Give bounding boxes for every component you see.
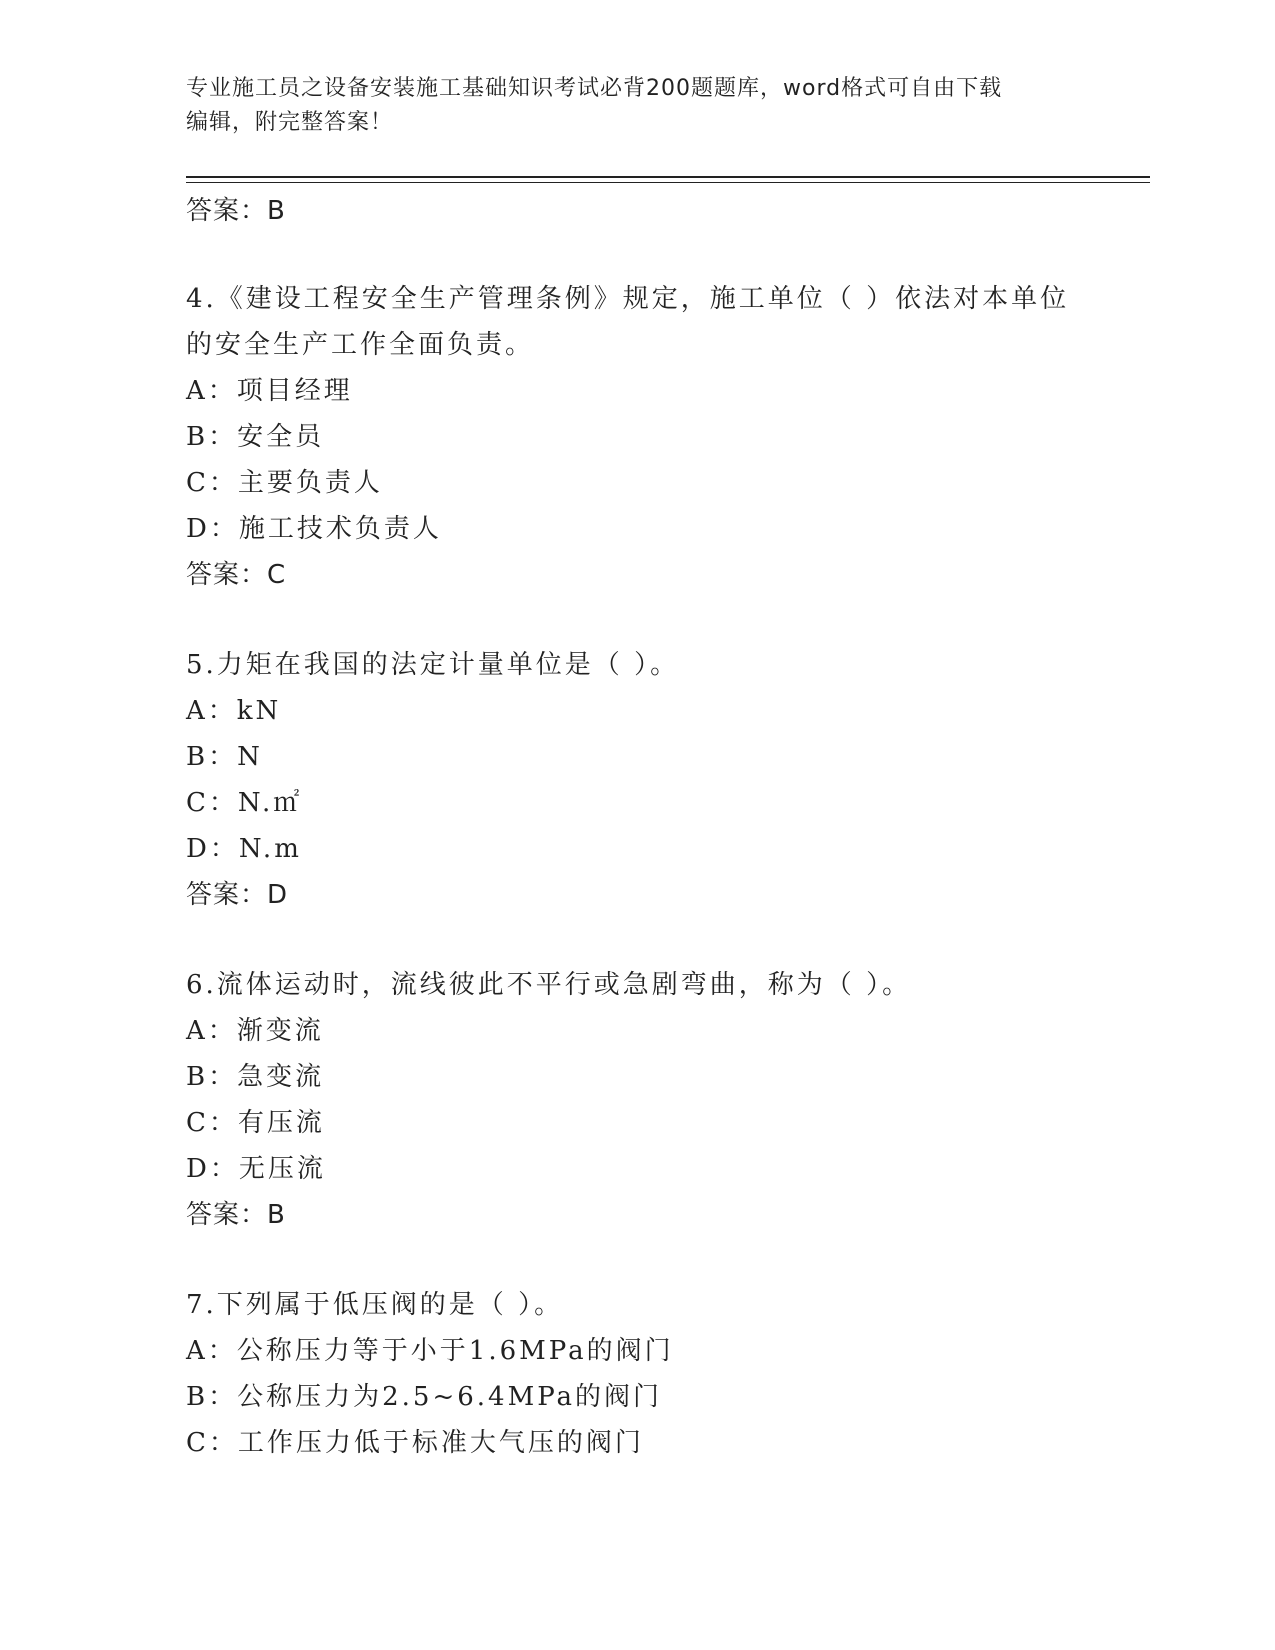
header-title-line-2: 编辑，附完整答案！ (186, 110, 394, 135)
page-header (186, 72, 1086, 140)
answer-q3: 答案：B (186, 196, 286, 226)
question-stem: 7.下列属于低压阀的是（ ）。 (186, 1290, 564, 1320)
question-stem: 5.力矩在我国的法定计量单位是（ ）。 (186, 650, 680, 680)
question-5 (186, 642, 1086, 918)
header-divider-thick (186, 176, 1150, 178)
question-list (186, 188, 1086, 1466)
option-b: B：公称压力为2.5~6.4MPa的阀门 (186, 1382, 663, 1412)
option-a: A：公称压力等于小于1.6MPa的阀门 (186, 1336, 674, 1366)
answer-q6: 答案：B (186, 1200, 286, 1230)
header-title-line-1: 专业施工员之设备安装施工基础知识考试必背200题题库，word格式可自由下载 (186, 76, 1003, 101)
option-d: D：无压流 (186, 1154, 326, 1184)
option-c: C：主要负责人 (186, 468, 383, 498)
spacer (186, 918, 1086, 962)
option-c: C：有压流 (186, 1108, 325, 1138)
option-a: A：渐变流 (186, 1016, 324, 1046)
header-divider-thin (186, 182, 1150, 183)
question-stem: 6.流体运动时，流线彼此不平行或急剧弯曲，称为（ ）。 (186, 970, 912, 1000)
question-stem: 4.《建设工程安全生产管理条例》规定，施工单位（ ）依法对本单位 (186, 284, 1070, 314)
option-c: C：工作压力低于标准大气压的阀门 (186, 1428, 644, 1458)
option-b: B：安全员 (186, 422, 325, 452)
spacer (186, 598, 1086, 642)
question-4 (186, 276, 1086, 598)
question-7 (186, 1282, 1086, 1466)
option-d: D：施工技术负责人 (186, 514, 442, 544)
spacer (186, 234, 1086, 276)
question-stem: 的安全生产工作全面负责。 (186, 330, 535, 360)
spacer (186, 1238, 1086, 1282)
option-c: C：N.㎡ (186, 788, 303, 818)
option-b: B：急变流 (186, 1062, 325, 1092)
option-a: A：项目经理 (186, 376, 353, 406)
answer-q5: 答案：D (186, 880, 289, 910)
option-d: D：N.m (186, 834, 302, 864)
option-b: B：N (186, 742, 263, 772)
question-6 (186, 962, 1086, 1238)
answer-q4: 答案：C (186, 560, 287, 590)
option-a: A：kN (186, 696, 282, 726)
